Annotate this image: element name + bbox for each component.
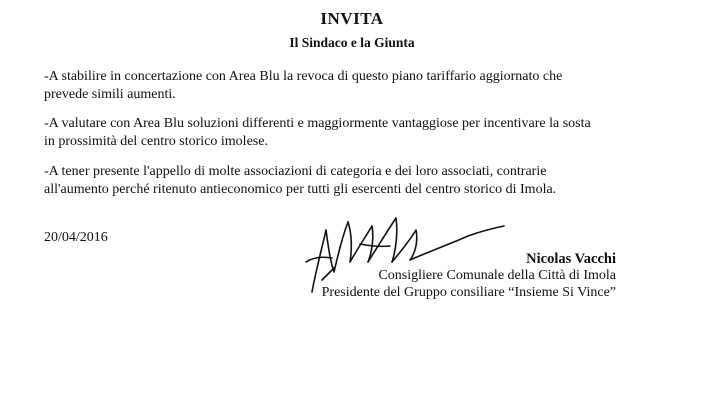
- paragraph-line: -A valutare con Area Blu soluzioni differenti e maggiormente vantaggiose per incentivare la sosta: [44, 116, 591, 131]
- document-date: 20/04/2016: [44, 230, 108, 245]
- paragraph-line: prevede simili aumenti.: [44, 87, 176, 102]
- paragraph-line: in prossimità del centro storico imolese.: [44, 134, 268, 149]
- document-subtitle: Il Sindaco e la Giunta: [289, 35, 415, 50]
- paragraph-line: -A stabilire in concertazione con Area Blu la revoca di questo piano tariffario aggiornato che: [44, 69, 563, 84]
- paragraph-2: [44, 115, 644, 151]
- paragraph-3: [44, 163, 644, 199]
- signatory-group: Presidente del Gruppo consiliare “Insieme Si Vince”: [321, 285, 616, 300]
- paragraph-line: -A tener presente l'appello di molte associazioni di categoria e dei loro associati, contrarie: [44, 164, 547, 179]
- paragraph-1: [44, 68, 644, 104]
- paragraph-line: all'aumento perché ritenuto antieconomico per tutti gli esercenti del centro storico di Imola.: [44, 182, 557, 197]
- signatory-name: Nicolas Vacchi: [526, 251, 616, 267]
- signatory-role: Consigliere Comunale della Città di Imola: [378, 268, 616, 283]
- document-title: INVITA: [320, 9, 384, 28]
